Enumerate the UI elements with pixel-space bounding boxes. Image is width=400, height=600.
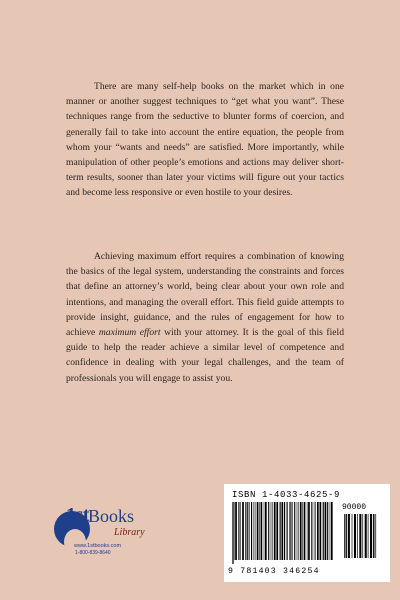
publisher-logo [54,497,145,577]
logo-1st: 1st [66,504,89,526]
price-code: 90000 [342,503,367,512]
ean-digits: 9 781403 346254 [228,567,320,576]
paragraph-2 [66,249,344,386]
price-addon-barcode-icon [344,514,380,564]
barcode-panel [224,484,390,582]
paragraph-2-before: Achieving maximum effort requires a combination of knowing the basics of the legal system, understanding the constraints and forces that define an attorney’s world, being clear about your own role and intentions, and managing the overall effort. This field guide attempts to provide insight, guidance, and the rules of engagement for how to achieve [66,251,344,339]
paragraph-2-emphasis: maximum effort [98,327,161,339]
paragraph-2-after: with your attorney. It is the goal of this field guide to help the reader achieve a similar level of competence and confidence in dealing with your legal challenges, and the team of professionals you will engage to assist you. [66,327,344,384]
isbn-label: ISBN 1-4033-4625-9 [232,490,341,500]
logo-library: Library [114,527,145,538]
paragraph-1-text: There are many self-help books on the market which in one manner or another suggest techniques to “get what you want”. These techniques range from the seductive to blunter forms of coercion, and generally fail to take into account the entire equation, the people from whom your “wants and needs” are satisfied. More importantly, while manipulation of other people’s emotions and actions may deliver short-term results, sooner than later your victims will figure out your tactics and become less responsive or even hostile to your desires. [66,81,344,199]
paragraph-2-text [66,249,344,386]
logo-books: Books [88,506,135,526]
publisher-phone: 1-800-839-8640 [75,550,111,556]
paragraph-1 [66,79,344,201]
publisher-url: www.1stbooks.com [74,543,122,549]
ean-barcode-icon [232,502,336,566]
